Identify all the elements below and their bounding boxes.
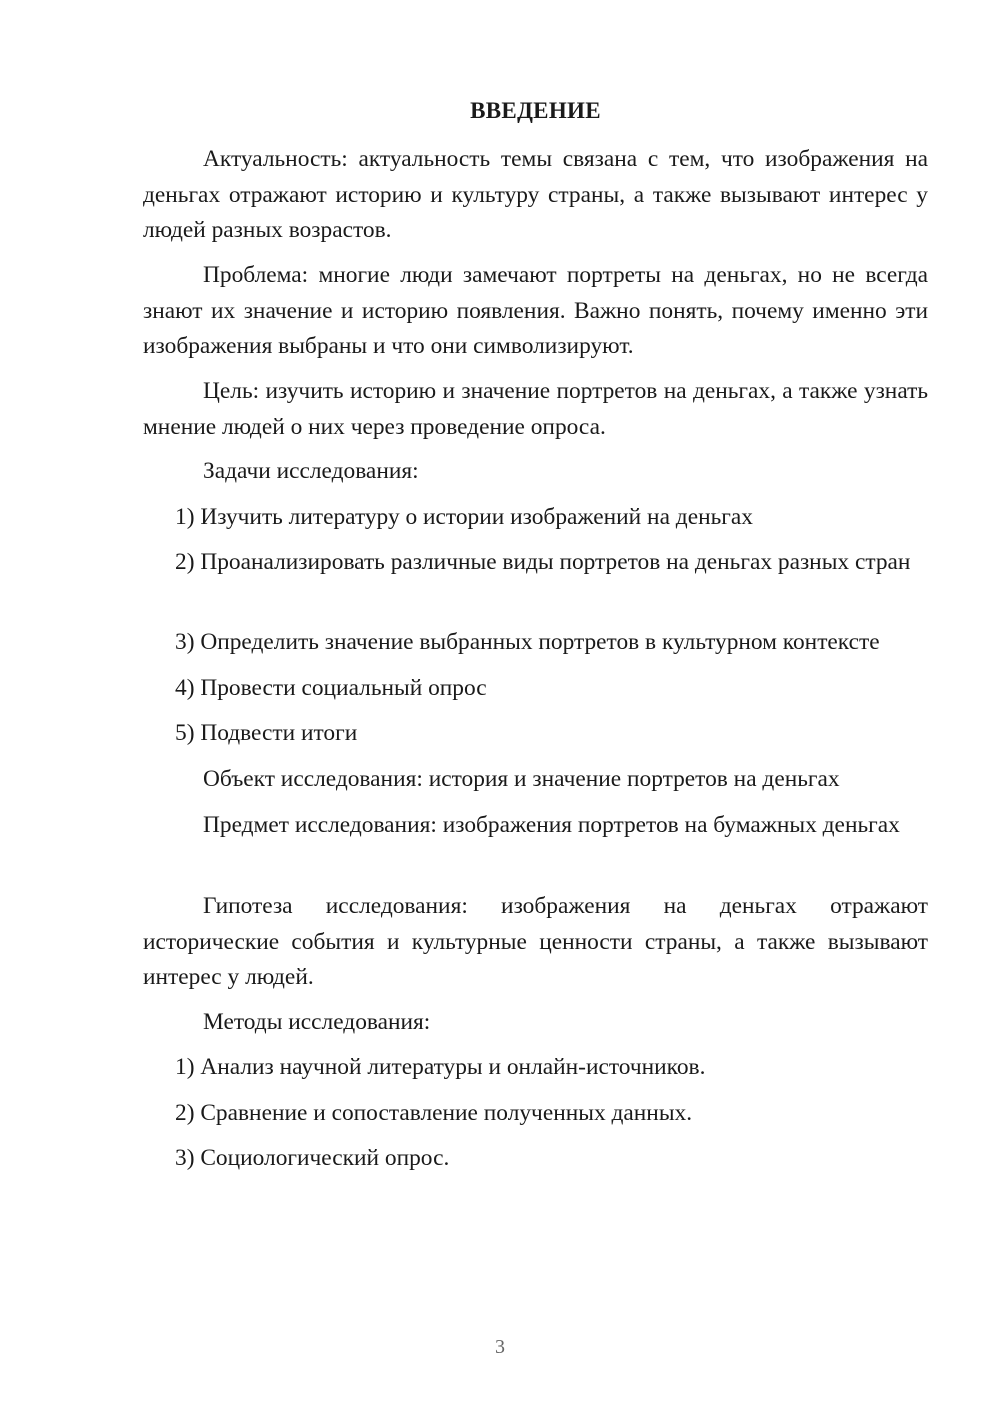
- paragraph-goal: Цель: изучить историю и значение портретов на деньгах, а также узнать мнение людей о них через проведение опроса.: [143, 378, 928, 440]
- section-title: ВВЕДЕНИЕ: [470, 98, 601, 123]
- task-item-3: 3) Определить значение выбранных портретов в культурном контексте: [175, 629, 880, 655]
- task-item-1: 1) Изучить литературу о истории изображений на деньгах: [175, 504, 753, 530]
- method-item-1: 1) Анализ научной литературы и онлайн-источников.: [175, 1054, 706, 1080]
- method-item-2: 2) Сравнение и сопоставление полученных данных.: [175, 1100, 693, 1126]
- task-item-4: 4) Провести социальный опрос: [175, 675, 487, 701]
- paragraph-problem: Проблема: многие люди замечают портреты на деньгах, но не всегда знают их значение и историю появления. Важно понять, почему именно эти изображения выбраны и что они символизируют.: [143, 262, 928, 359]
- task-item-2: 2) Проанализировать различные виды портретов на деньгах разных стран: [175, 549, 911, 575]
- method-item-3: 3) Социологический опрос.: [175, 1145, 450, 1171]
- paragraph-object: Объект исследования: история и значение портретов на деньгах: [203, 766, 840, 792]
- page-number: 3: [495, 1336, 505, 1358]
- tasks-heading: Задачи исследования:: [203, 458, 419, 484]
- methods-heading: Методы исследования:: [203, 1009, 431, 1035]
- paragraph-subject: Предмет исследования: изображения портретов на бумажных деньгах: [203, 812, 900, 838]
- paragraph-relevance: Актуальность: актуальность темы связана с тем, что изображения на деньгах отражают историю и культуру страны, а также вызывают интерес у людей разных возрастов.: [143, 146, 928, 243]
- document-page: [143, 0, 928, 1414]
- task-item-5: 5) Подвести итоги: [175, 720, 358, 746]
- paragraph-hypothesis: Гипотеза исследования: изображения на деньгах отражают исторические события и культурные ценности страны, а также вызывают интерес у людей.: [143, 893, 928, 990]
